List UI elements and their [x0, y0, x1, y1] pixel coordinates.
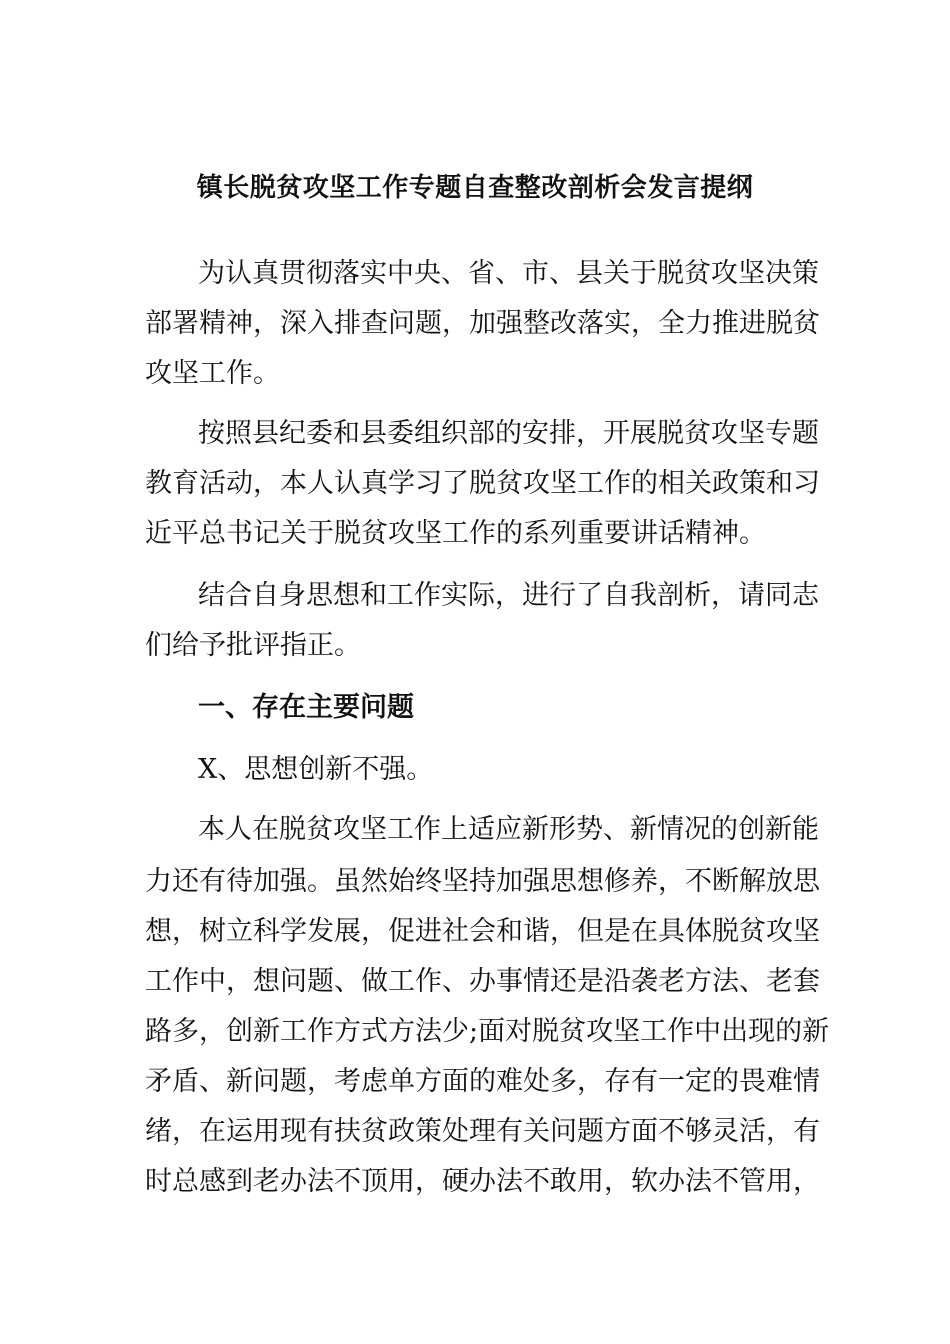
text-line: 部署精神，深入排查问题，加强整改落实，全力推进脱贫: [145, 308, 820, 339]
text-line: 矛盾、新问题，考虑单方面的难处多，存有一定的畏难情: [145, 1066, 820, 1097]
text-line: 为认真贯彻落实中央、省、市、县关于脱贫攻坚决策: [198, 258, 819, 289]
text-line: 本人在脱贫攻坚工作上适应新形势、新情况的创新能: [198, 814, 819, 845]
section-heading: 一、存在主要问题: [198, 692, 414, 723]
text-line: 时总感到老办法不顶用，硬办法不敢用，软办法不管用，: [145, 1166, 820, 1197]
text-line: 路多，创新工作方式方法少;面对脱贫攻坚工作中出现的新: [145, 1016, 830, 1047]
text-line: 近平总书记关于脱贫攻坚工作的系列重要讲话精神。: [145, 518, 766, 549]
text-line: 教育活动，本人认真学习了脱贫攻坚工作的相关政策和习: [145, 468, 820, 499]
text-line: 攻坚工作。: [145, 358, 280, 389]
subheading: X、思想创新不强。: [198, 754, 434, 785]
text-line: 力还有待加强。虽然始终坚持加强思想修养，不断解放思: [145, 866, 820, 897]
text-line: 想，树立科学发展，促进社会和谐，但是在具体脱贫攻坚: [145, 916, 820, 947]
document-title: 镇长脱贫攻坚工作专题自查整改剖析会发言提纲: [196, 173, 754, 203]
text-line: 绪，在运用现有扶贫政策处理有关问题方面不够灵活，有: [145, 1116, 820, 1147]
text-line: 结合自身思想和工作实际，进行了自我剖析，请同志: [198, 580, 819, 611]
text-line: 工作中，想问题、做工作、办事情还是沿袭老方法、老套: [145, 966, 820, 997]
text-line: 按照县纪委和县委组织部的安排，开展脱贫攻坚专题: [198, 418, 819, 449]
text-line: 们给予批评指正。: [145, 630, 361, 661]
